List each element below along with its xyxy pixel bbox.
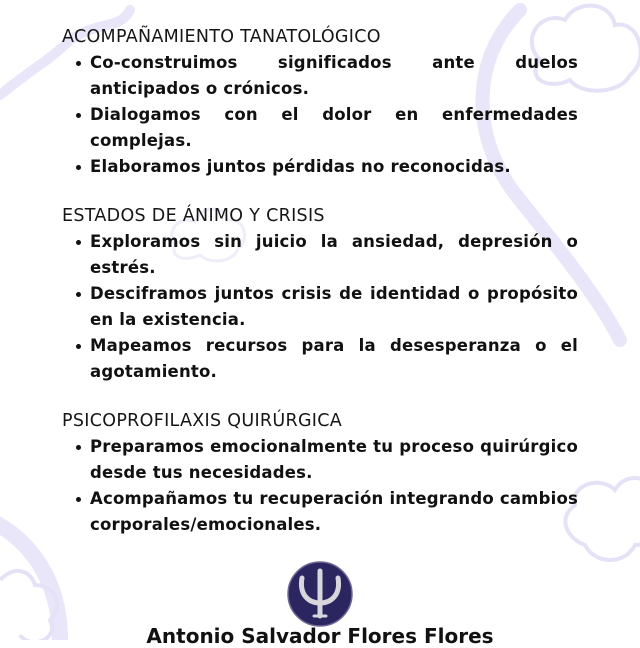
bullet-list (62, 50, 578, 180)
list-item: Co-construimos significados ante duelos anticipados o crónicos. (62, 50, 578, 102)
section-heading: PSICOPROFILAXIS QUIRÚRGICA (62, 411, 343, 431)
section-estados-de-animo (62, 203, 578, 385)
bullet-icon (76, 497, 81, 502)
list-item: Preparamos emocionalmente tu proceso quirúrgico desde tus necesidades. (62, 434, 578, 486)
list-item: Desciframos juntos crisis de identidad o propósito en la existencia. (62, 281, 578, 333)
bullet-icon (76, 344, 81, 349)
section-psicoprofilaxis-quirurgica (62, 408, 578, 538)
list-item: Dialogamos con el dolor en enfermedades complejas. (62, 102, 578, 154)
psi-symbol-icon (287, 561, 353, 627)
bullet-icon (76, 165, 81, 170)
section-heading: ESTADOS DE ÁNIMO Y CRISIS (62, 206, 325, 226)
bullet-icon (76, 240, 81, 245)
list-item: Elaboramos juntos pérdidas no reconocidas. (62, 154, 578, 180)
bullet-icon (76, 445, 81, 450)
footer-name: Antonio Salvador Flores Flores (146, 624, 494, 648)
bullet-list (62, 229, 578, 385)
bullet-icon (76, 61, 81, 66)
services-content (62, 24, 578, 561)
section-acompanamiento-tanatologico (62, 24, 578, 180)
section-heading: ACOMPAÑAMIENTO TANATOLÓGICO (62, 27, 381, 47)
bullet-icon (76, 113, 81, 118)
list-item: Mapeamos recursos para la desesperanza o el agotamiento. (62, 333, 578, 385)
list-item: Acompañamos tu recuperación integrando cambios corporales/emocionales. (62, 486, 578, 538)
bullet-icon (76, 292, 81, 297)
list-item: Exploramos sin juicio la ansiedad, depresión o estrés. (62, 229, 578, 281)
bullet-list (62, 434, 578, 538)
